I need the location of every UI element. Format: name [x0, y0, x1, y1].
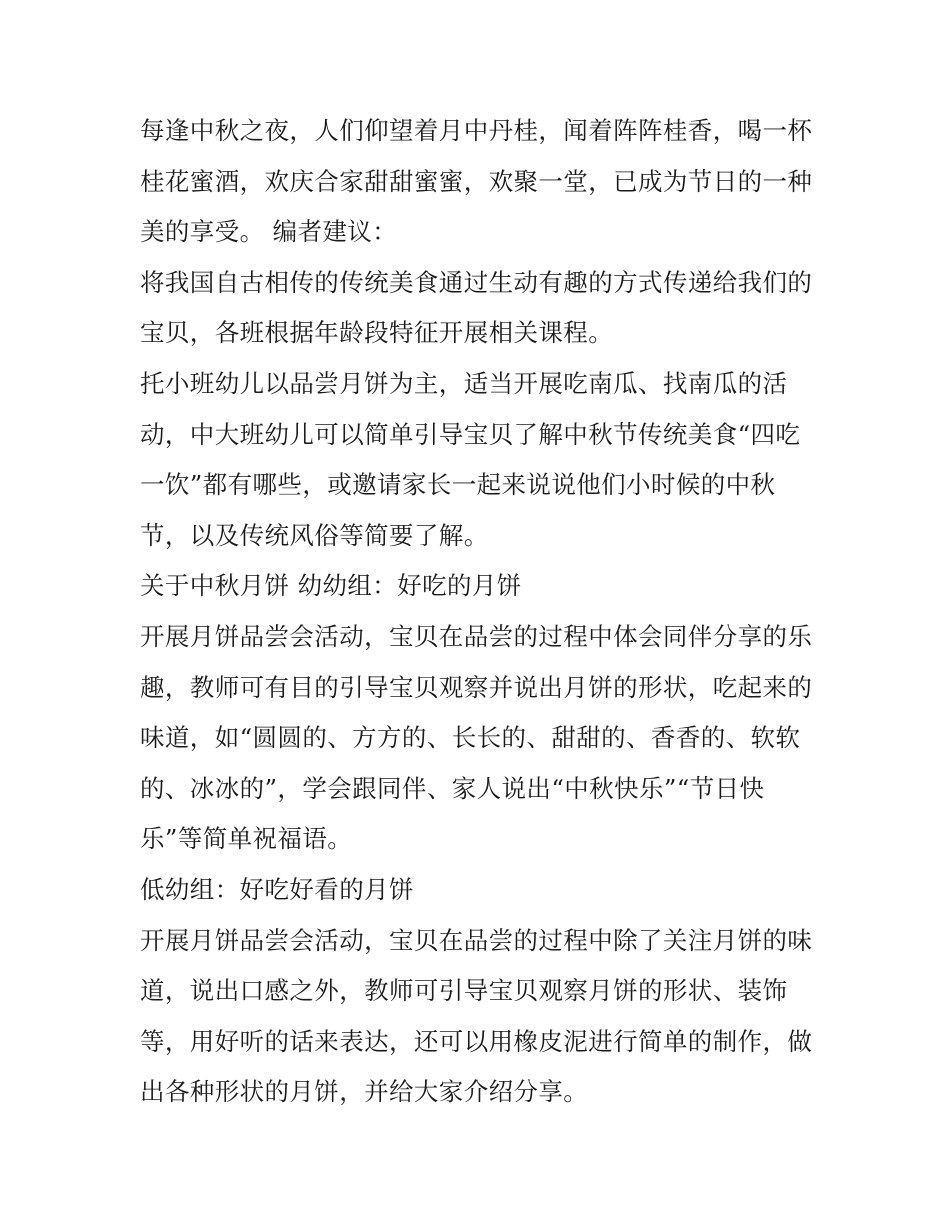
- text-line: 美的享受。 编者建议：: [140, 217, 398, 247]
- text-line: 的、冰冰的”，学会跟同伴、家人说出“中秋快乐”“节日快: [140, 773, 765, 803]
- text-line: 等，用好听的话来表达，还可以用橡皮泥进行简单的制作，做: [140, 1026, 813, 1056]
- text-line: 趣，教师可有目的引导宝贝观察并说出月饼的形状，吃起来的: [140, 672, 813, 702]
- section-heading-line: 低幼组：好吃好看的月饼: [140, 874, 414, 904]
- text-line: 将我国自古相传的传统美食通过生动有趣的方式传递给我们的: [140, 267, 813, 297]
- text-line: 桂花蜜酒，欢庆合家甜甜蜜蜜，欢聚一堂，已成为节日的一种: [140, 166, 813, 196]
- text-line: 味道，如“圆圆的、方方的、长长的、甜甜的、香香的、软软: [140, 723, 801, 753]
- text-line: 节，以及传统风俗等简要了解。: [140, 520, 489, 550]
- body-text: [140, 106, 820, 1118]
- text-line: 开展月饼品尝会活动，宝贝在品尝的过程中体会同伴分享的乐: [140, 621, 813, 651]
- text-line: 宝贝，各班根据年龄段特征开展相关课程。: [140, 318, 614, 348]
- text-line: 开展月饼品尝会活动，宝贝在品尝的过程中除了关注月饼的味: [140, 925, 813, 955]
- text-line: 托小班幼儿以品尝月饼为主，适当开展吃南瓜、找南瓜的活: [140, 368, 788, 398]
- text-line: 道，说出口感之外，教师可引导宝贝观察月饼的形状、装饰: [140, 976, 788, 1006]
- section-heading-line: 关于中秋月饼 幼幼组：好吃的月饼: [140, 571, 522, 601]
- text-line: 乐”等简单祝福语。: [140, 824, 353, 854]
- text-line: 一饮”都有哪些，或邀请家长一起来说说他们小时候的中秋: [140, 470, 776, 500]
- text-line: 动，中大班幼儿可以简单引导宝贝了解中秋节传统美食“四吃: [140, 419, 801, 449]
- text-line: 每逢中秋之夜，人们仰望着月中丹桂，闻着阵阵桂香，喝一杯: [140, 116, 813, 145]
- text-line: 出各种形状的月饼，并给大家介绍分享。: [140, 1077, 589, 1107]
